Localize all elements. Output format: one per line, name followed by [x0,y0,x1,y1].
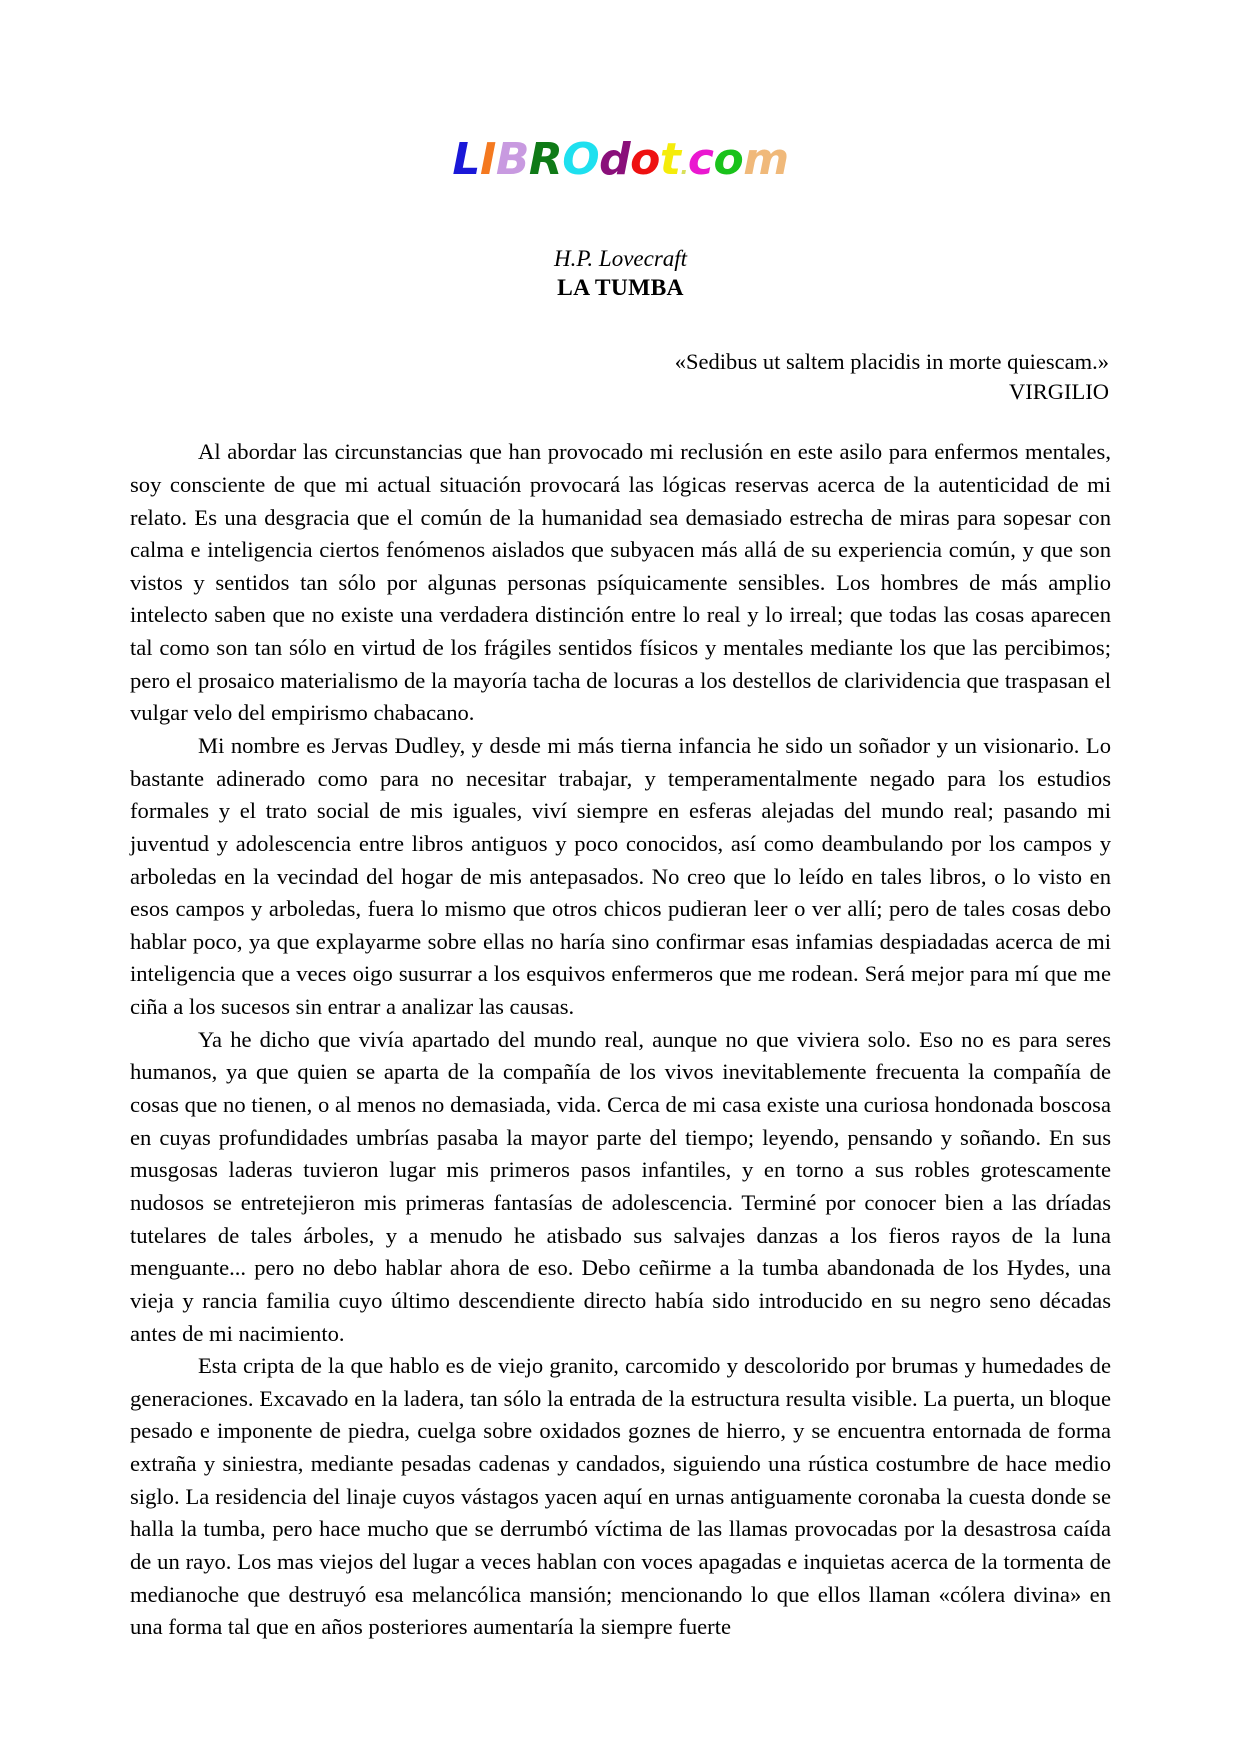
logo-letter-5: d [599,134,631,185]
logo-letter-3: R [528,134,563,185]
logo-letter-10: o [713,134,744,185]
logo-container [0,0,1241,200]
logo-letter-0: L [452,134,480,185]
author-line: H.P. Lovecraft [553,246,688,271]
epigraph-attribution: VIRGILIO [1009,378,1109,404]
paragraph: Al abordar las circunstancias que han provocado mi reclusión en este asilo para enfermos mentales, soy consciente de que mi actual situación provocará las lógicas reservas acerca de la autenticidad de mi relato. Es una desgracia que el común de la humanidad sea demasiado estrecha de miras para sopesar con calma e inteligencia ciertos fenómenos aislados que subyacen más allá de su experiencia común, y que son vistos y sentidos tan sólo por algunas personas psíquicamente sensibles. Los hombres de más amplio intelecto saben que no existe una verdadera distinción entre lo real y lo irreal; que todas las cosas aparecen tal como son tan sólo en virtud de los frágiles sentidos físicos y mentales mediante los que las percibimos; pero el prosaico materialismo de la mayoría tacha de locuras a los destellos de clarividencia que traspasan el vulgar velo del empirismo chabacano. [130,439,1111,726]
logo-letter-4: O [562,134,600,185]
paragraph: Ya he dicho que vivía apartado del mundo real, aunque no que viviera solo. Eso no es para seres humanos, ya que quien se aparta de la compañía de los vivos inevitablemente frecuenta la compañía de cosas que no tienen, o al menos no demasiada, vida. Cerca de mi casa existe una curiosa hondonada boscosa en cuyas profundidades umbrías pasaba la mayor parte del tiempo; leyendo, pensando y soñando. En sus musgosas laderas tuvieron lugar mis primeros pasos infantiles, y en torno a sus robles grotescamente nudosos se entretejieron mis primeras fantasías de adolescencia. Terminé por conocer bien a las dríadas tutelares de tales árboles, y a menudo he atisbado sus salvajes danzas a los fieros rayos de la luna menguante... pero no debo hablar ahora de eso. Debo ceñirme a la tumba abandonada de los Hydes, una vieja y rancia familia cuyo último descendiente directo había sido introducido en su negro seno décadas antes de mi nacimiento. [130,1026,1111,1346]
logo-letter-1: I [479,134,496,185]
epigraph-quote: «Sedibus ut saltem placidis in morte quiescam.» [674,348,1109,374]
paragraph: Mi nombre es Jervas Dudley, y desde mi más tierna infancia he sido un soñador y un visionario. Lo bastante adinerado como para no necesitar trabajar, y temperamentalmente negado para los estudios formales y el trato social de mis iguales, viví siempre en esferas alejadas del mundo real; pasando mi juventud y adolescencia entre libros antiguos y poco conocidos, así como deambulando por los campos y arboledas en la vecindad del hogar de mis antepasados. No creo que lo leído en tales libros, o lo visto en esos campos y arboledas, fuera lo mismo que otros chicos pudieran leer o ver allí; pero de tales cosas debo hablar poco, ya que explayarme sobre ellas no haría sino confirmar esas infamias despiadadas acerca de mi inteligencia que a veces oigo susurrar a los esquivos enfermeros que me rodean. Será mejor para mí que me ciña a los sucesos sin entrar a analizar las causas. [130,732,1111,1020]
logo-letter-6: o [630,134,660,185]
page-title: LA TUMBA [557,275,684,302]
logo-letter-8: . [680,155,688,179]
epigraph-block [0,347,1241,406]
logo-letter-11: m [743,134,789,185]
body-text [0,436,1241,1644]
logo-letter-2: B [495,134,529,185]
logo-letter-9: c [687,134,714,185]
librodot-logo[interactable] [452,134,789,185]
logo-letter-7: t [659,134,681,185]
paragraph: Esta cripta de la que hablo es de viejo granito, carcomido y descolorido por brumas y humedades de generaciones. Excavado en la ladera, tan sólo la entrada de la estructura resulta visible. La puerta, un bloque pesado e imponente de piedra, cuelga sobre oxidados goznes de hierro, y se encuentra entornada de forma extraña y siniestra, mediante pesadas cadenas y candados, siguiendo una rústica costumbre de hace medio siglo. La residencia del linaje cuyos vástagos yacen aquí en urnas antiguamente coronaba la cuesta donde se halla la tumba, pero hace mucho que se derrumbó víctima de las llamas provocadas por la desastrosa caída de un rayo. Los mas viejos del lugar a veces hablan con voces apagadas e inquietas acerca de la tormenta de medianoche que destruyó esa melancólica mansión; mencionando lo que ellos llaman «cólera divina» en una forma tal que en años posteriores aumentaría la siempre fuerte [130,1353,1111,1640]
